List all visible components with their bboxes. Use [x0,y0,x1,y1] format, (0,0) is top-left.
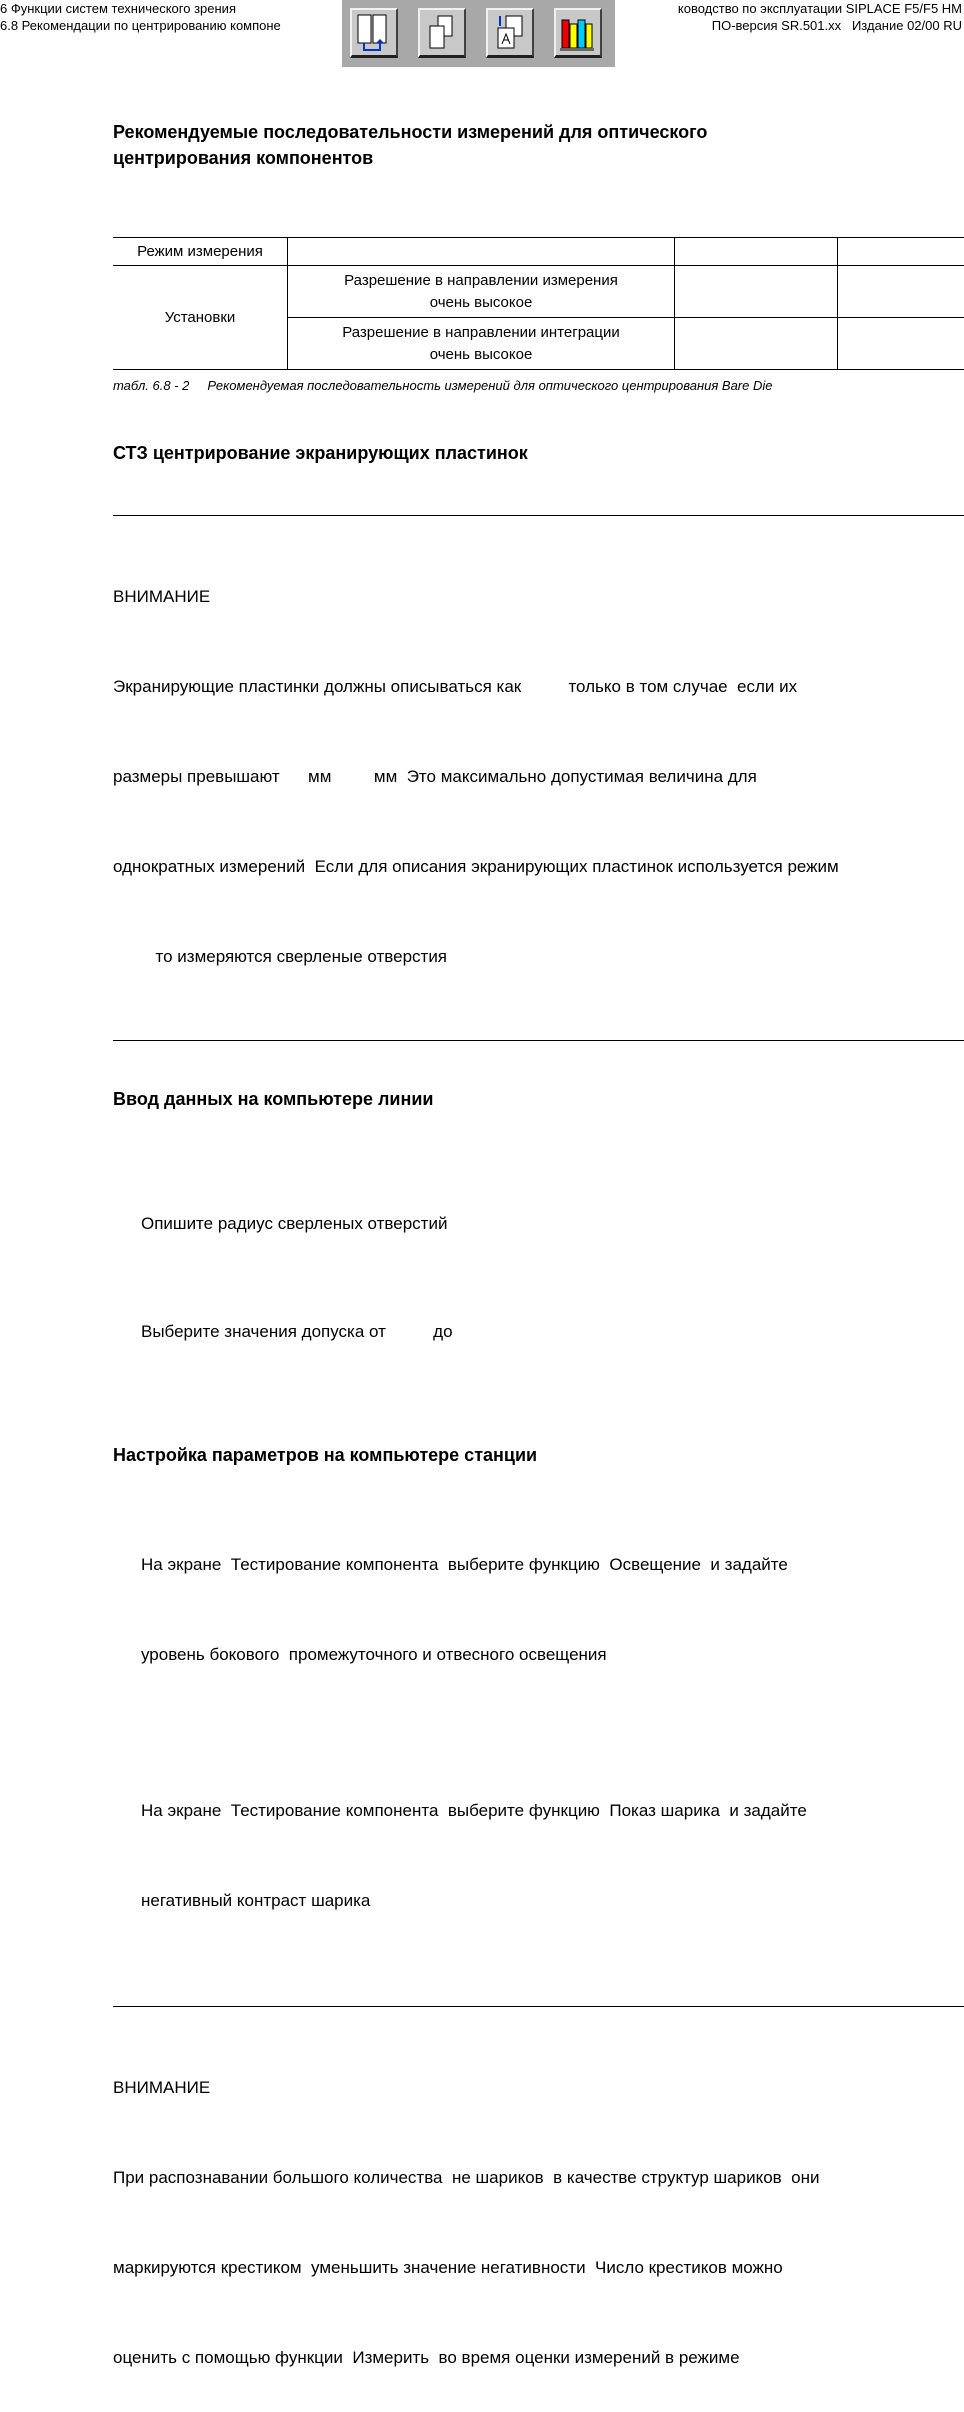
notice-line: При распознавании большого количества не шариков в качестве структур шариков они [113,2163,964,2193]
header-section: 6.8 Рекомендации по центрированию компоне [0,17,340,34]
step-list [113,1134,964,1422]
contents-icon [352,10,396,55]
header-chapter: 6 Функции систем технического зрения [0,0,340,17]
cell: Установки [113,266,288,370]
header-left [0,0,340,34]
header-version: ПО-версия SR.501.xx Издание 02/00 RU [622,17,962,34]
notice-label: ВНИМАНИЕ [113,582,964,612]
notice-line: Экранирующие пластинки должны описываться как только в том случае если их [113,672,964,702]
notice-box [113,2007,964,2412]
notice-line: оценить с помощью функции Измерить во время оценки измерений в режиме [113,2343,964,2373]
content [0,119,964,2412]
cell [288,238,675,266]
notice-line: маркируются крестиком уменьшить значение негативности Число крестиков можно [113,2253,964,2283]
toolbar [342,0,615,67]
header-manual: ководство по эксплуатации SIPLACE F5/F5 HM [622,0,962,17]
cell: Режим измерения [113,238,288,266]
contents-button[interactable] [350,8,398,58]
notice-line: однократных измерений Если для описания экранирующих пластинок используется режим [113,852,964,882]
cell-line: Разрешение в направлении измерения [288,270,674,292]
cell [675,238,838,266]
measurement-table [113,237,964,370]
step: уровень бокового промежуточного и отвесного освещения [141,1640,964,1670]
section-heading: Ввод данных на компьютере линии [113,1086,964,1112]
title-line: центрирования компонентов [113,145,964,171]
cell-line: Разрешение в направлении интеграции [288,322,674,344]
translate-icon [488,10,532,55]
notice-line: то измеряются сверленые отверстия [113,942,964,972]
step: На экране Тестирование компонента выберите функцию Показ шарика и задайте [141,1796,964,1826]
step: Выберите значения допуска от до [141,1314,964,1350]
step-list [113,1736,964,1976]
cell [288,266,675,318]
notice-label: ВНИМАНИЕ [113,2073,964,2103]
translate-button[interactable] [486,8,534,58]
page-icon [420,10,464,55]
library-icon [556,10,600,55]
title-line: Рекомендуемые последовательности измерений для оптического [113,119,964,145]
section-heading: Настройка параметров на компьютере станции [113,1442,964,1468]
step-list [113,1490,964,1730]
page-title [113,119,964,171]
cell-line: очень высокое [288,292,674,314]
cell [288,318,675,370]
step: Опишите радиус сверленых отверстий [141,1206,964,1242]
cell [838,318,964,370]
header-right [622,0,962,34]
step: негативный контраст шарика [141,1886,964,1916]
notice-box [113,516,964,1040]
divider [113,1040,964,1041]
cell [838,266,964,318]
table-caption: табл. 6.8 - 2 Рекомендуемая последовательность измерений для оптического центрирования Bare Die [113,378,964,394]
cell [675,318,838,370]
cell-line: очень высокое [288,344,674,366]
cell [838,238,964,266]
page-button[interactable] [418,8,466,58]
step: На экране Тестирование компонента выберите функцию Освещение и задайте [141,1550,964,1580]
page-header [0,0,964,67]
notice-line: размеры превышают мм мм Это максимально допустимая величина для [113,762,964,792]
library-button[interactable] [554,8,602,58]
section-heading: СТЗ центрирование экранирующих пластинок [113,440,964,466]
cell [675,266,838,318]
